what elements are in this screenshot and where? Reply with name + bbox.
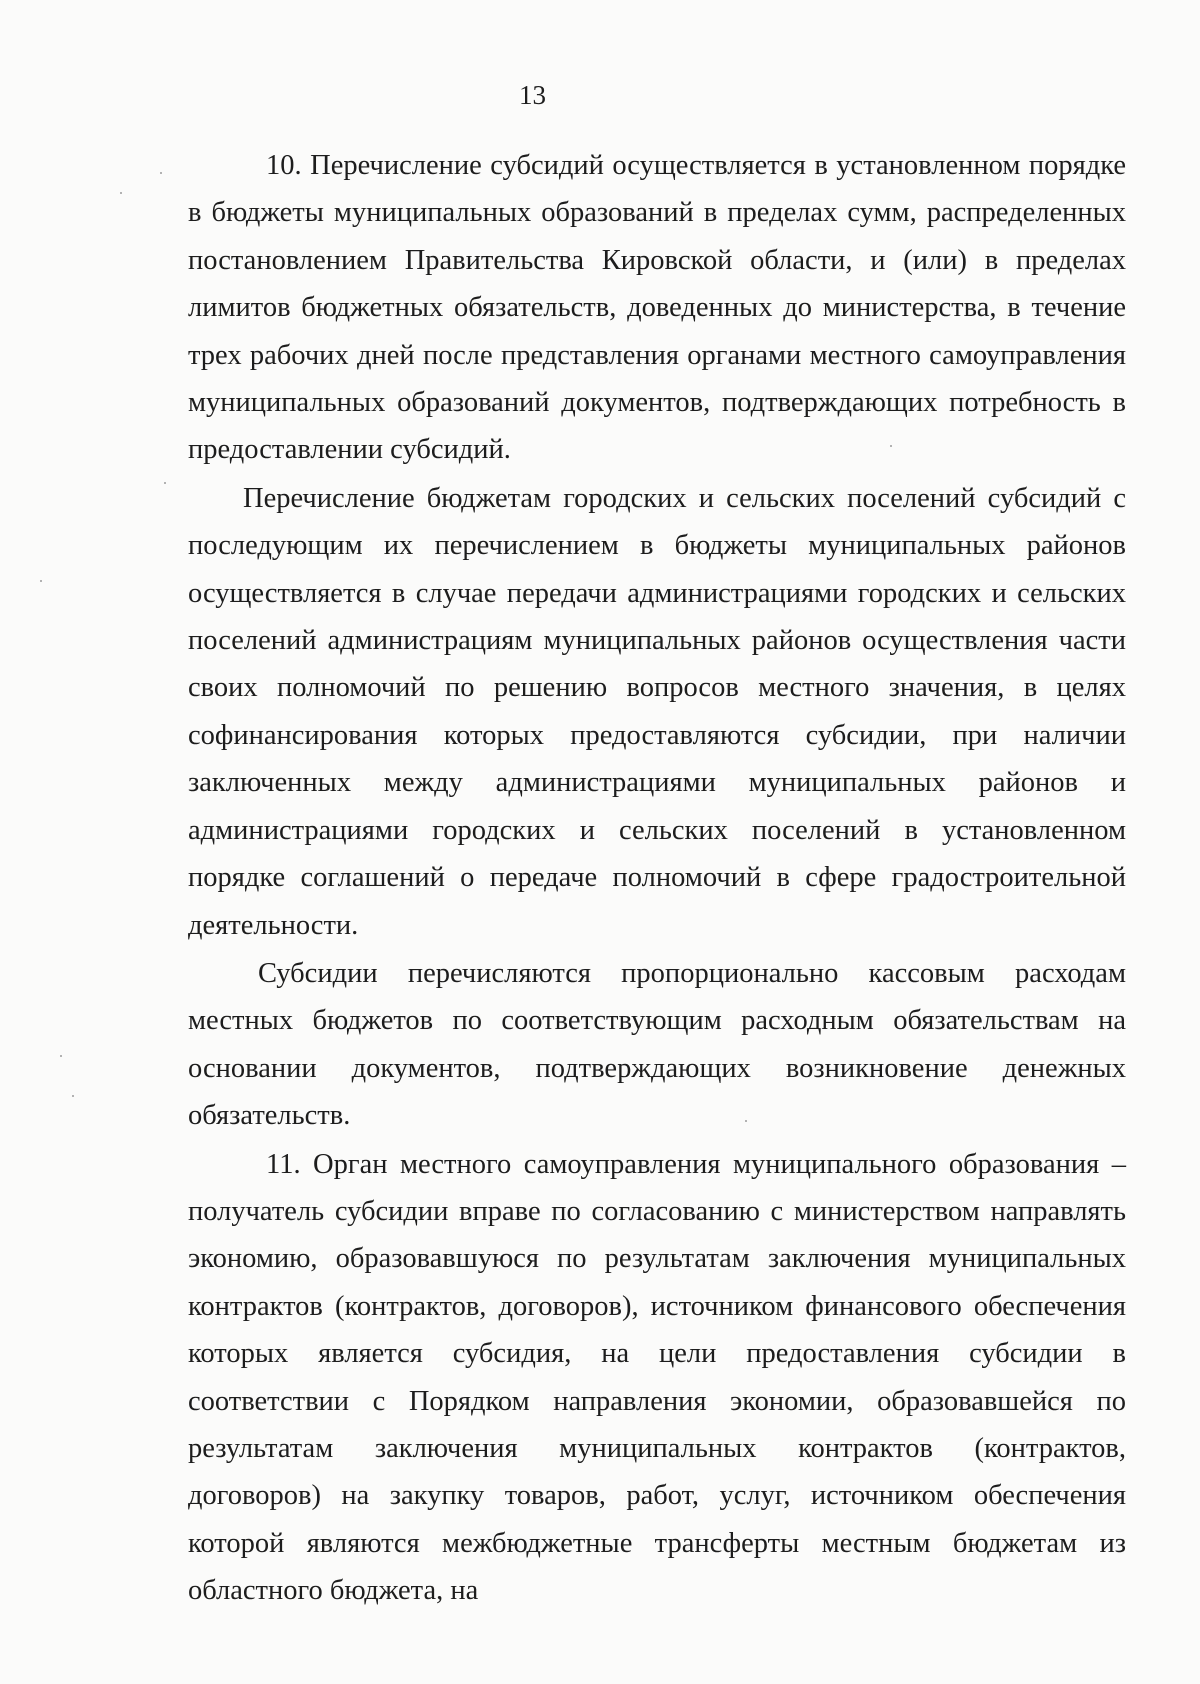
scan-speck	[164, 482, 166, 484]
scan-speck	[60, 1055, 62, 1057]
paragraph-subsidies-proportional: Субсидии перечисляются пропорционально кассовым расходам местных бюджетов по соответствующим расходным обязательствам на основании документов, подтверждающих возникновение денежных обязательств.	[188, 957, 1126, 1132]
paragraph-settlements-transfer: Перечисление бюджетам городских и сельских поселений субсидий с последующим их перечислением в бюджеты муниципальных районов осуществляется в случае передачи администрациями городских и сельских поселений администрациям муниципальных районов осуществления части своих полномочий по решению вопросов местного значения, в целях софинансирования которых предоставляются субсидии, при наличии заключенных между администрациями муниципальных районов и администрациями городских и сельских поселений в установленном порядке соглашений о передаче полномочий в сфере градостроительной деятельности.	[188, 482, 1126, 941]
scan-speck	[160, 172, 162, 174]
page-number: 13	[519, 80, 546, 110]
scan-speck	[745, 1120, 747, 1122]
paragraph-clause-11: 11. Орган местного самоуправления муниципального образования – получатель субсидии вправе по согласованию с министерством направлять экономию, образовавшуюся по результатам заключения муниципальных контрактов (контрактов, договоров), источником финансового обеспечения которых является субсидия, на цели предоставления субсидии в соответствии с Порядком направления экономии, образовавшейся по результатам заключения муниципальных контрактов (контрактов, договоров) на закупку товаров, работ, услуг, источником обеспечения которой являются межбюджетные трансферты местным бюджетам из областного бюджета, на	[188, 1148, 1126, 1607]
document-body	[188, 142, 1126, 1616]
scan-speck	[890, 445, 892, 447]
scan-speck	[40, 580, 42, 582]
paragraph-clause-10: 10. Перечисление субсидий осуществляется в установленном порядке в бюджеты муниципальных образований в пределах сумм, распределенных постановлением Правительства Кировской области, и (или) в пределах лимитов бюджетных обязательств, доведенных до министерства, в течение трех рабочих дней после представления органами местного самоуправления муниципальных образований документов, подтверждающих потребность в предоставлении субсидий.	[188, 150, 1126, 466]
scan-speck	[120, 192, 122, 194]
scan-speck	[72, 1095, 74, 1097]
